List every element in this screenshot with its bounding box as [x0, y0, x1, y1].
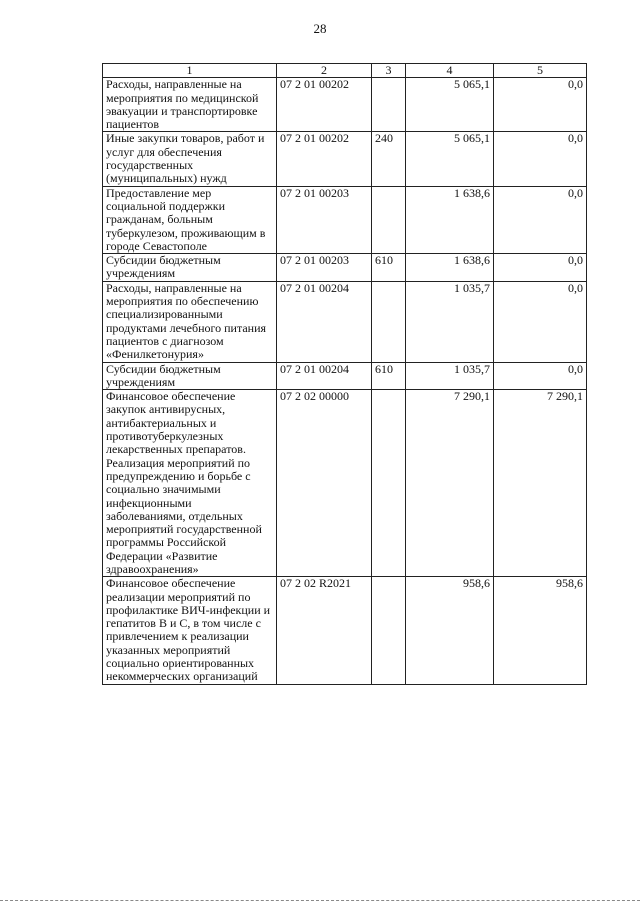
row-name: Иные закупки товаров, работ и услуг для обеспечения государственных (муниципальных) нужд	[103, 132, 277, 186]
row-sum-col4: 1 638,6	[406, 254, 494, 282]
header-col-2: 2	[277, 64, 372, 78]
page-number: 28	[313, 21, 327, 36]
header-col-1: 1	[103, 64, 277, 78]
row-name: Субсидии бюджетным учреждениям	[103, 362, 277, 390]
row-sum-col5: 0,0	[494, 132, 587, 186]
row-sum-col5: 0,0	[494, 254, 587, 282]
page-bottom-divider	[0, 900, 640, 901]
row-type	[372, 281, 406, 362]
row-sum-col4: 958,6	[406, 577, 494, 684]
row-code: 07 2 01 00203	[277, 254, 372, 282]
row-code: 07 2 02 00000	[277, 390, 372, 577]
header-col-4: 4	[406, 64, 494, 78]
row-code: 07 2 01 00203	[277, 186, 372, 253]
header-row	[103, 64, 587, 78]
row-name: Расходы, направленные на мероприятия по обеспечению специализированными продуктами лечебного питания пациентов с диагнозом «Фенилкетонурия»	[103, 281, 277, 362]
row-sum-col5: 7 290,1	[494, 390, 587, 577]
row-sum-col5: 0,0	[494, 186, 587, 253]
table-row	[103, 390, 587, 577]
budget-table	[102, 63, 587, 685]
table-row	[103, 186, 587, 253]
header-col-3: 3	[372, 64, 406, 78]
row-sum-col4: 5 065,1	[406, 132, 494, 186]
row-name: Расходы, направленные на мероприятия по медицинской эвакуации и транспортировке пациентов	[103, 78, 277, 132]
row-type	[372, 390, 406, 577]
table-row	[103, 281, 587, 362]
row-type	[372, 186, 406, 253]
row-sum-col4: 1 035,7	[406, 362, 494, 390]
row-type	[372, 78, 406, 132]
row-code: 07 2 01 00204	[277, 362, 372, 390]
row-type: 240	[372, 132, 406, 186]
row-sum-col5: 0,0	[494, 362, 587, 390]
row-sum-col5: 958,6	[494, 577, 587, 684]
row-sum-col4: 7 290,1	[406, 390, 494, 577]
header-col-5: 5	[494, 64, 587, 78]
table-row	[103, 362, 587, 390]
row-sum-col4: 5 065,1	[406, 78, 494, 132]
row-sum-col4: 1 638,6	[406, 186, 494, 253]
row-name: Финансовое обеспечение закупок антивирусных, антибактериальных и противотуберкулезных лекарственных препаратов. Реализация мероприятий по предупреждению и борьбе с социально значимыми инфекционными заболеваниями, отдельных мероприятий государственной программы Российской Федерации «Развитие здравоохранения»	[103, 390, 277, 577]
row-type	[372, 577, 406, 684]
table-row	[103, 254, 587, 282]
row-sum-col5: 0,0	[494, 281, 587, 362]
table-row	[103, 78, 587, 132]
row-type: 610	[372, 362, 406, 390]
table-row	[103, 577, 587, 684]
row-sum-col4: 1 035,7	[406, 281, 494, 362]
row-code: 07 2 02 R2021	[277, 577, 372, 684]
row-type: 610	[372, 254, 406, 282]
row-code: 07 2 01 00204	[277, 281, 372, 362]
table-row	[103, 132, 587, 186]
row-code: 07 2 01 00202	[277, 132, 372, 186]
row-name: Предоставление мер социальной поддержки гражданам, больным туберкулезом, проживающим в городе Севастополе	[103, 186, 277, 253]
row-name: Финансовое обеспечение реализации мероприятий по профилактике ВИЧ-инфекции и гепатитов В и С, в том числе с привлечением к реализации указанных мероприятий социально ориентированных некоммерческих организаций	[103, 577, 277, 684]
row-sum-col5: 0,0	[494, 78, 587, 132]
row-code: 07 2 01 00202	[277, 78, 372, 132]
row-name: Субсидии бюджетным учреждениям	[103, 254, 277, 282]
